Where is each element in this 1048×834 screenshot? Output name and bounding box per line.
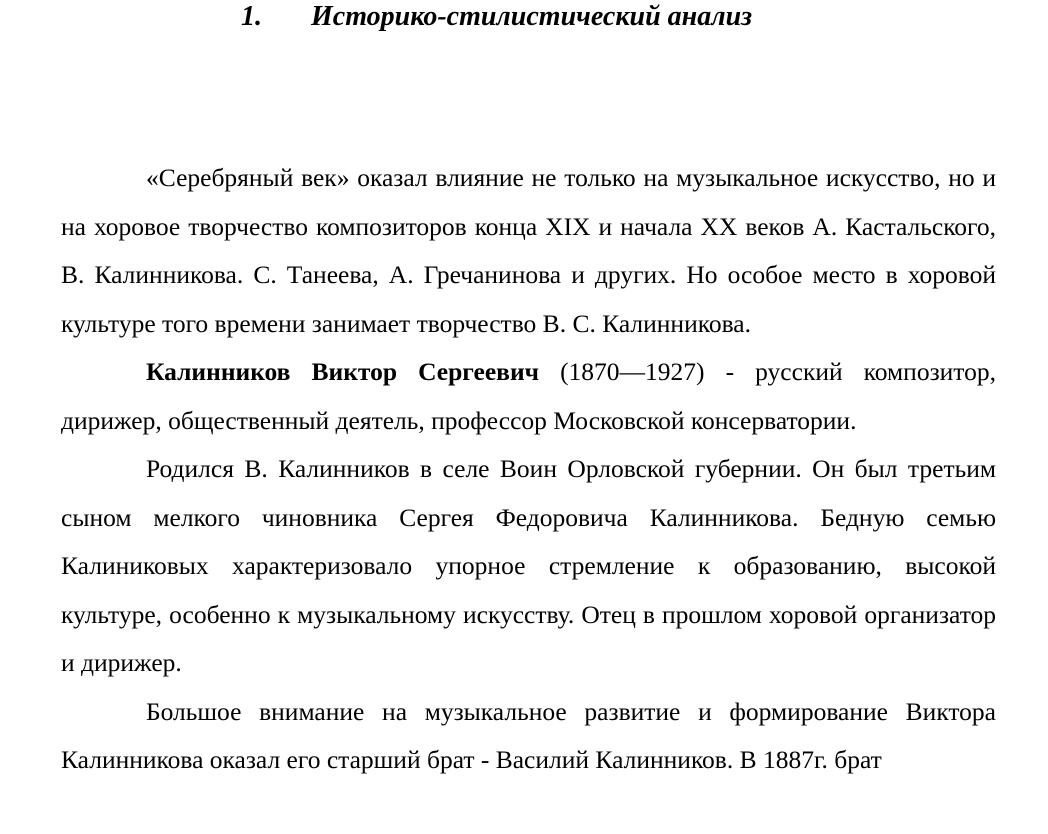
section-heading — [241, 0, 752, 34]
paragraph-brother: Большое внимание на музыкальное развитие и формирование Виктора Калинникова оказал его старший брат - Василий Калинников. В 1887г. брат — [61, 696, 996, 774]
paragraph-biography — [61, 348, 996, 445]
section-number: 1. — [241, 1, 262, 32]
section-title: Историко-стилистический анализ — [311, 1, 753, 32]
paragraph-birth: Родился В. Калинников в селе Воин Орловской губернии. Он был третьим сыном мелкого чиновника Сергея Федоровича Калинникова. Бедную семью Калиниковых характеризовало упорное стремление к образованию, высокой культуре, особенно к музыкальному искусству. Отец в прошлом хоровой организатор и дирижер. — [61, 454, 996, 677]
composer-name: Калинников Виктор Сергеевич — [146, 357, 540, 386]
biography-text: (1870—1927) - русский композитор, дирижер, общественный деятель, профессор Московской консерватории. — [61, 357, 996, 435]
body-text — [61, 154, 996, 785]
paragraph-silver-age: «Серебряный век» оказал влияние не только на музыкальное искусство, но и на хоровое творчество композиторов конца XIX и начала XX веков А. Кастальского, В. Калинникова. С. Танеева, А. Гречанинова и других. Но особое место в хоровой культуре того времени занимает творчество В. С. Калинникова. — [61, 163, 996, 338]
